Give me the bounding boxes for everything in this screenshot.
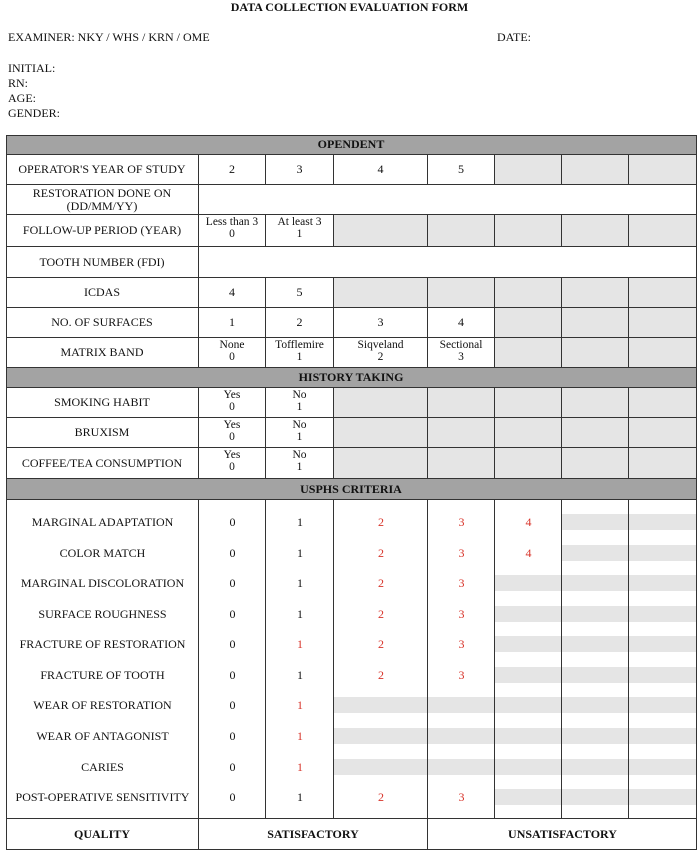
- section-header: HISTORY TAKING: [6, 368, 697, 388]
- score-unsatisfactory[interactable]: 1: [297, 698, 303, 712]
- score-unsatisfactory[interactable]: 3: [458, 790, 465, 804]
- option-cell[interactable]: Yes 0: [199, 448, 266, 479]
- score-unsatisfactory[interactable]: 3: [458, 515, 465, 529]
- score-unsatisfactory[interactable]: 2: [378, 576, 384, 590]
- section-header: OPENDENT: [6, 135, 697, 155]
- option-cell[interactable]: Tofflemire 1: [266, 338, 334, 368]
- option-cell[interactable]: 1: [199, 308, 266, 338]
- option-cell[interactable]: Less than 3 0: [199, 215, 266, 247]
- score-unsatisfactory[interactable]: 1: [297, 729, 303, 743]
- date-label: DATE:: [497, 30, 531, 44]
- row-label: OPERATOR'S YEAR OF STUDY: [6, 155, 199, 185]
- score-unsatisfactory[interactable]: 2: [378, 546, 384, 560]
- column-divider: [628, 500, 629, 818]
- option-cell[interactable]: 2: [199, 155, 266, 185]
- score-satisfactory[interactable]: 0: [229, 760, 236, 774]
- unused-cell: [562, 278, 629, 308]
- option-cell[interactable]: Yes 0: [199, 418, 266, 448]
- unused-cell: [562, 308, 629, 338]
- criterion-label: WEAR OF ANTAGONIST: [36, 729, 169, 743]
- unused-cell: [428, 215, 495, 247]
- option-cell[interactable]: No 1: [266, 448, 334, 479]
- unused-cell: [629, 448, 697, 479]
- unused-cell: [629, 308, 697, 338]
- score-satisfactory[interactable]: 1: [297, 515, 303, 529]
- unused-cell: [428, 418, 495, 448]
- score-unsatisfactory[interactable]: 3: [458, 668, 465, 682]
- unused-band: [562, 545, 697, 561]
- score-unsatisfactory[interactable]: 2: [378, 637, 384, 651]
- column-divider: [427, 500, 428, 818]
- score-satisfactory[interactable]: 1: [297, 668, 303, 682]
- option-cell[interactable]: 3: [266, 155, 334, 185]
- score-satisfactory[interactable]: 0: [229, 637, 236, 651]
- score-satisfactory[interactable]: 1: [297, 607, 303, 621]
- option-cell[interactable]: 2: [266, 308, 334, 338]
- option-cell[interactable]: Siqveland 2: [334, 338, 428, 368]
- row-label: ICDAS: [6, 278, 199, 308]
- option-cell[interactable]: 4: [428, 308, 495, 338]
- unused-cell: [629, 155, 697, 185]
- criterion-label: MARGINAL ADAPTATION: [31, 515, 174, 529]
- quality-label: QUALITY: [6, 818, 199, 850]
- unused-cell: [495, 338, 562, 368]
- criterion-label: FRACTURE OF RESTORATION: [19, 637, 186, 651]
- column-divider: [333, 500, 334, 818]
- score-unsatisfactory[interactable]: 2: [378, 607, 384, 621]
- score-unsatisfactory[interactable]: 3: [458, 607, 465, 621]
- unused-cell: [495, 308, 562, 338]
- unused-cell: [495, 448, 562, 479]
- unused-cell: [629, 278, 697, 308]
- option-cell[interactable]: 4: [199, 278, 266, 308]
- row-label: RESTORATION DONE ON (DD/MM/YY): [6, 185, 199, 215]
- entry-field[interactable]: [199, 247, 697, 278]
- option-cell[interactable]: 5: [266, 278, 334, 308]
- unused-band: [334, 728, 697, 744]
- unused-band: [495, 667, 697, 683]
- option-cell[interactable]: Yes 0: [199, 388, 266, 418]
- column-divider: [561, 500, 562, 818]
- entry-field[interactable]: [199, 185, 697, 215]
- unused-cell: [334, 418, 428, 448]
- criterion-label: MARGINAL DISCOLORATION: [20, 576, 185, 590]
- age-label: AGE:: [8, 91, 36, 105]
- row-label: COFFEE/TEA CONSUMPTION: [6, 448, 199, 479]
- gender-label: GENDER:: [8, 106, 60, 120]
- criterion-label: SURFACE ROUGHNESS: [38, 607, 167, 621]
- criterion-label: WEAR OF RESTORATION: [33, 698, 172, 712]
- option-cell[interactable]: None 0: [199, 338, 266, 368]
- criterion-label: CARIES: [81, 760, 124, 774]
- unused-band: [495, 575, 697, 591]
- option-cell[interactable]: No 1: [266, 388, 334, 418]
- column-divider: [265, 500, 266, 818]
- unused-band: [495, 606, 697, 622]
- row-label: FOLLOW-UP PERIOD (YEAR): [6, 215, 199, 247]
- initial-label: INITIAL:: [8, 61, 56, 75]
- unused-cell: [562, 338, 629, 368]
- rn-label: RN:: [8, 76, 29, 90]
- score-satisfactory[interactable]: 0: [229, 576, 236, 590]
- unused-cell: [562, 448, 629, 479]
- criterion-label: COLOR MATCH: [59, 546, 146, 560]
- score-satisfactory[interactable]: 0: [229, 515, 236, 529]
- unused-band: [562, 514, 697, 530]
- unused-cell: [562, 388, 629, 418]
- unused-cell: [495, 155, 562, 185]
- option-cell[interactable]: 5: [428, 155, 495, 185]
- unused-cell: [334, 278, 428, 308]
- criterion-label: POST-OPERATIVE SENSITIVITY: [15, 790, 190, 804]
- score-satisfactory[interactable]: 0: [229, 546, 236, 560]
- score-unsatisfactory[interactable]: 3: [458, 576, 465, 590]
- score-satisfactory[interactable]: 1: [297, 546, 303, 560]
- unused-cell: [495, 418, 562, 448]
- score-unsatisfactory[interactable]: 1: [297, 760, 303, 774]
- column-divider: [494, 500, 495, 818]
- unused-cell: [334, 215, 428, 247]
- section-header: USPHS CRITERIA: [6, 479, 697, 500]
- unused-band: [495, 636, 697, 652]
- unused-cell: [334, 388, 428, 418]
- row-label: BRUXISM: [6, 418, 199, 448]
- unused-cell: [629, 388, 697, 418]
- unused-cell: [562, 418, 629, 448]
- option-cell[interactable]: At least 3 1: [266, 215, 334, 247]
- unsatisfactory-label: UNSATISFACTORY: [508, 826, 617, 841]
- score-satisfactory[interactable]: 0: [229, 729, 236, 743]
- unused-cell: [629, 418, 697, 448]
- score-satisfactory[interactable]: 1: [297, 790, 303, 804]
- score-unsatisfactory[interactable]: 4: [525, 515, 532, 529]
- score-satisfactory[interactable]: 0: [229, 698, 236, 712]
- unused-cell: [495, 388, 562, 418]
- satisfactory-label: SATISFACTORY: [199, 818, 428, 850]
- row-label: MATRIX BAND: [6, 338, 199, 368]
- score-satisfactory[interactable]: 1: [297, 576, 303, 590]
- score-unsatisfactory[interactable]: 2: [378, 668, 384, 682]
- column-divider: [198, 500, 199, 818]
- unused-band: [495, 789, 697, 805]
- row-label: SMOKING HABIT: [6, 388, 199, 418]
- option-cell[interactable]: No 1: [266, 418, 334, 448]
- unused-cell: [334, 448, 428, 479]
- score-unsatisfactory[interactable]: 3: [458, 546, 465, 560]
- score-unsatisfactory[interactable]: 2: [378, 515, 384, 529]
- unused-cell: [562, 215, 629, 247]
- option-cell[interactable]: Sectional 3: [428, 338, 495, 368]
- unused-cell: [495, 215, 562, 247]
- score-unsatisfactory[interactable]: 2: [378, 790, 384, 804]
- score-unsatisfactory[interactable]: 1: [297, 637, 303, 651]
- score-unsatisfactory[interactable]: 4: [525, 546, 532, 560]
- score-satisfactory[interactable]: 0: [229, 607, 236, 621]
- score-satisfactory[interactable]: 0: [229, 668, 236, 682]
- unused-cell: [495, 278, 562, 308]
- unused-cell: [629, 338, 697, 368]
- form-title: DATA COLLECTION EVALUATION FORM: [230, 0, 469, 14]
- unused-cell: [428, 388, 495, 418]
- row-label: TOOTH NUMBER (FDI): [6, 247, 199, 278]
- unused-cell: [562, 155, 629, 185]
- unused-cell: [428, 278, 495, 308]
- criterion-label: FRACTURE OF TOOTH: [40, 668, 165, 682]
- score-satisfactory[interactable]: 0: [229, 790, 236, 804]
- unused-cell: [428, 448, 495, 479]
- examiner-line: EXAMINER: NKY / WHS / KRN / OME: [8, 30, 210, 44]
- option-cell[interactable]: 4: [334, 155, 428, 185]
- score-unsatisfactory[interactable]: 3: [458, 637, 465, 651]
- unused-cell: [629, 215, 697, 247]
- option-cell[interactable]: 3: [334, 308, 428, 338]
- row-label: NO. OF SURFACES: [6, 308, 199, 338]
- unused-band: [334, 759, 697, 775]
- unused-band: [334, 697, 697, 713]
